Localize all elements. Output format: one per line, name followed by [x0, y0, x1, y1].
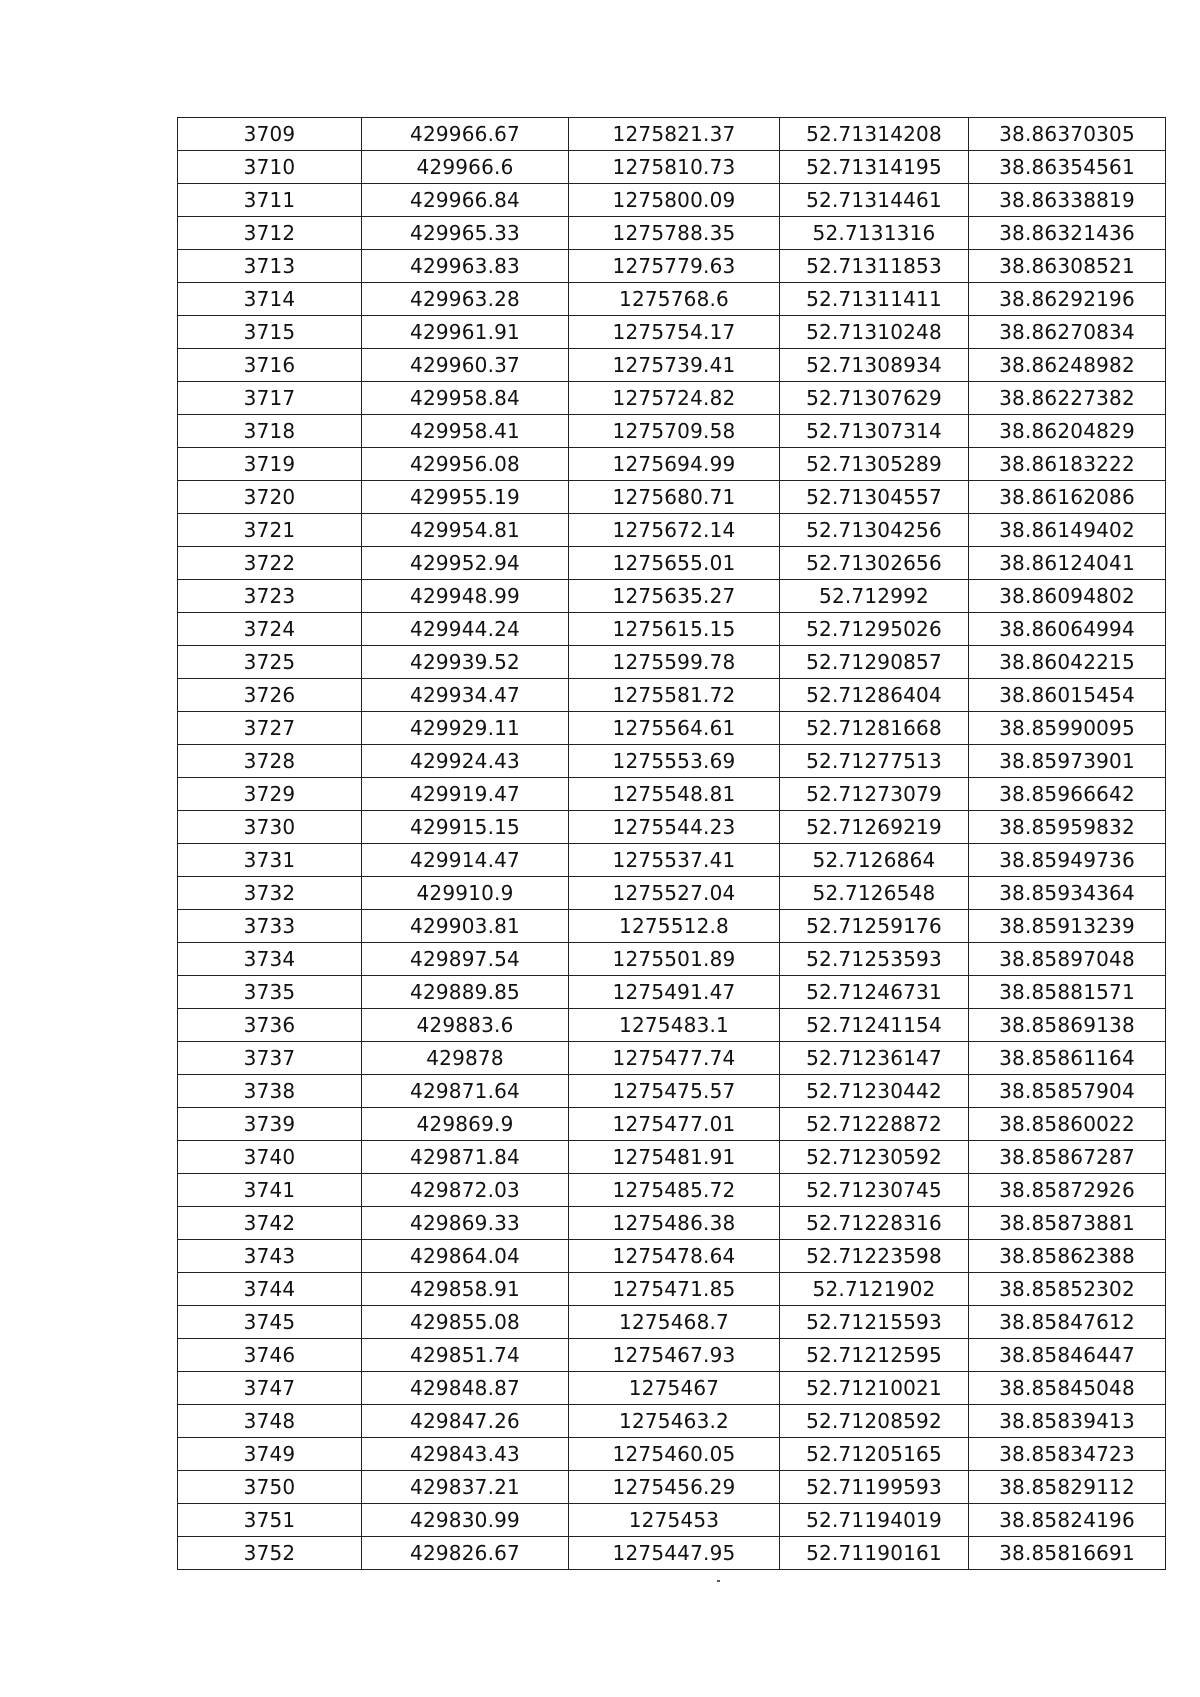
latitude-cell: 52.71314195 [780, 151, 969, 184]
latitude-cell: 52.7126548 [780, 877, 969, 910]
y-coordinate-cell: 1275481.91 [569, 1141, 780, 1174]
coordinates-table [177, 117, 1166, 1570]
point-number-cell: 3749 [178, 1438, 362, 1471]
table-row [178, 1108, 1166, 1141]
latitude-cell: 52.71314461 [780, 184, 969, 217]
latitude-cell: 52.71302656 [780, 547, 969, 580]
point-number-cell: 3743 [178, 1240, 362, 1273]
point-number-cell: 3709 [178, 118, 362, 151]
longitude-cell: 38.86370305 [969, 118, 1166, 151]
longitude-cell: 38.86015454 [969, 679, 1166, 712]
table-row [178, 1537, 1166, 1570]
longitude-cell: 38.85846447 [969, 1339, 1166, 1372]
point-number-cell: 3711 [178, 184, 362, 217]
point-number-cell: 3744 [178, 1273, 362, 1306]
coordinates-table-body [178, 118, 1166, 1570]
y-coordinate-cell: 1275463.2 [569, 1405, 780, 1438]
table-row [178, 349, 1166, 382]
latitude-cell: 52.71273079 [780, 778, 969, 811]
point-number-cell: 3742 [178, 1207, 362, 1240]
y-coordinate-cell: 1275548.81 [569, 778, 780, 811]
x-coordinate-cell: 429883.6 [362, 1009, 569, 1042]
x-coordinate-cell: 429965.33 [362, 217, 569, 250]
y-coordinate-cell: 1275810.73 [569, 151, 780, 184]
longitude-cell: 38.85824196 [969, 1504, 1166, 1537]
longitude-cell: 38.85860022 [969, 1108, 1166, 1141]
point-number-cell: 3725 [178, 646, 362, 679]
point-number-cell: 3733 [178, 910, 362, 943]
point-number-cell: 3751 [178, 1504, 362, 1537]
x-coordinate-cell: 429855.08 [362, 1306, 569, 1339]
point-number-cell: 3732 [178, 877, 362, 910]
point-number-cell: 3738 [178, 1075, 362, 1108]
table-row [178, 679, 1166, 712]
latitude-cell: 52.71281668 [780, 712, 969, 745]
y-coordinate-cell: 1275544.23 [569, 811, 780, 844]
latitude-cell: 52.71212595 [780, 1339, 969, 1372]
table-row [178, 1504, 1166, 1537]
point-number-cell: 3727 [178, 712, 362, 745]
y-coordinate-cell: 1275477.01 [569, 1108, 780, 1141]
table-row [178, 910, 1166, 943]
point-number-cell: 3741 [178, 1174, 362, 1207]
y-coordinate-cell: 1275672.14 [569, 514, 780, 547]
x-coordinate-cell: 429954.81 [362, 514, 569, 547]
latitude-cell: 52.71210021 [780, 1372, 969, 1405]
x-coordinate-cell: 429897.54 [362, 943, 569, 976]
latitude-cell: 52.71253593 [780, 943, 969, 976]
point-number-cell: 3731 [178, 844, 362, 877]
latitude-cell: 52.71269219 [780, 811, 969, 844]
table-row [178, 217, 1166, 250]
table-row [178, 415, 1166, 448]
x-coordinate-cell: 429837.21 [362, 1471, 569, 1504]
point-number-cell: 3736 [178, 1009, 362, 1042]
latitude-cell: 52.71194019 [780, 1504, 969, 1537]
longitude-cell: 38.85973901 [969, 745, 1166, 778]
y-coordinate-cell: 1275468.7 [569, 1306, 780, 1339]
x-coordinate-cell: 429910.9 [362, 877, 569, 910]
longitude-cell: 38.86183222 [969, 448, 1166, 481]
x-coordinate-cell: 429869.33 [362, 1207, 569, 1240]
table-row [178, 151, 1166, 184]
point-number-cell: 3739 [178, 1108, 362, 1141]
longitude-cell: 38.85869138 [969, 1009, 1166, 1042]
latitude-cell: 52.71307314 [780, 415, 969, 448]
stray-mark [717, 1580, 720, 1582]
longitude-cell: 38.86321436 [969, 217, 1166, 250]
y-coordinate-cell: 1275485.72 [569, 1174, 780, 1207]
table-row [178, 1042, 1166, 1075]
x-coordinate-cell: 429934.47 [362, 679, 569, 712]
latitude-cell: 52.71304256 [780, 514, 969, 547]
x-coordinate-cell: 429929.11 [362, 712, 569, 745]
latitude-cell: 52.71310248 [780, 316, 969, 349]
table-row [178, 1075, 1166, 1108]
table-row [178, 382, 1166, 415]
longitude-cell: 38.85816691 [969, 1537, 1166, 1570]
y-coordinate-cell: 1275739.41 [569, 349, 780, 382]
latitude-cell: 52.71311853 [780, 250, 969, 283]
table-row [178, 844, 1166, 877]
table-row [178, 1207, 1166, 1240]
table-row [178, 1339, 1166, 1372]
longitude-cell: 38.86042215 [969, 646, 1166, 679]
x-coordinate-cell: 429960.37 [362, 349, 569, 382]
point-number-cell: 3723 [178, 580, 362, 613]
longitude-cell: 38.86292196 [969, 283, 1166, 316]
y-coordinate-cell: 1275501.89 [569, 943, 780, 976]
longitude-cell: 38.86124041 [969, 547, 1166, 580]
y-coordinate-cell: 1275486.38 [569, 1207, 780, 1240]
table-row [178, 1306, 1166, 1339]
x-coordinate-cell: 429952.94 [362, 547, 569, 580]
latitude-cell: 52.71241154 [780, 1009, 969, 1042]
table-row [178, 976, 1166, 1009]
y-coordinate-cell: 1275779.63 [569, 250, 780, 283]
longitude-cell: 38.85934364 [969, 877, 1166, 910]
table-row [178, 283, 1166, 316]
table-row [178, 1273, 1166, 1306]
x-coordinate-cell: 429871.64 [362, 1075, 569, 1108]
y-coordinate-cell: 1275694.99 [569, 448, 780, 481]
x-coordinate-cell: 429966.6 [362, 151, 569, 184]
latitude-cell: 52.71223598 [780, 1240, 969, 1273]
longitude-cell: 38.86094802 [969, 580, 1166, 613]
x-coordinate-cell: 429966.84 [362, 184, 569, 217]
x-coordinate-cell: 429914.47 [362, 844, 569, 877]
latitude-cell: 52.71286404 [780, 679, 969, 712]
x-coordinate-cell: 429948.99 [362, 580, 569, 613]
x-coordinate-cell: 429889.85 [362, 976, 569, 1009]
y-coordinate-cell: 1275615.15 [569, 613, 780, 646]
point-number-cell: 3747 [178, 1372, 362, 1405]
longitude-cell: 38.85897048 [969, 943, 1166, 976]
latitude-cell: 52.71277513 [780, 745, 969, 778]
x-coordinate-cell: 429830.99 [362, 1504, 569, 1537]
x-coordinate-cell: 429958.84 [362, 382, 569, 415]
table-row [178, 943, 1166, 976]
latitude-cell: 52.71290857 [780, 646, 969, 679]
point-number-cell: 3717 [178, 382, 362, 415]
longitude-cell: 38.86270834 [969, 316, 1166, 349]
point-number-cell: 3730 [178, 811, 362, 844]
y-coordinate-cell: 1275477.74 [569, 1042, 780, 1075]
longitude-cell: 38.85857904 [969, 1075, 1166, 1108]
point-number-cell: 3750 [178, 1471, 362, 1504]
point-number-cell: 3720 [178, 481, 362, 514]
table-row [178, 316, 1166, 349]
table-row [178, 1471, 1166, 1504]
y-coordinate-cell: 1275475.57 [569, 1075, 780, 1108]
longitude-cell: 38.85949736 [969, 844, 1166, 877]
point-number-cell: 3716 [178, 349, 362, 382]
longitude-cell: 38.85829112 [969, 1471, 1166, 1504]
y-coordinate-cell: 1275564.61 [569, 712, 780, 745]
x-coordinate-cell: 429915.15 [362, 811, 569, 844]
latitude-cell: 52.7121902 [780, 1273, 969, 1306]
point-number-cell: 3712 [178, 217, 362, 250]
y-coordinate-cell: 1275537.41 [569, 844, 780, 877]
longitude-cell: 38.85881571 [969, 976, 1166, 1009]
table-row [178, 184, 1166, 217]
point-number-cell: 3748 [178, 1405, 362, 1438]
point-number-cell: 3715 [178, 316, 362, 349]
y-coordinate-cell: 1275788.35 [569, 217, 780, 250]
x-coordinate-cell: 429939.52 [362, 646, 569, 679]
x-coordinate-cell: 429858.91 [362, 1273, 569, 1306]
y-coordinate-cell: 1275709.58 [569, 415, 780, 448]
longitude-cell: 38.86354561 [969, 151, 1166, 184]
latitude-cell: 52.71230745 [780, 1174, 969, 1207]
point-number-cell: 3745 [178, 1306, 362, 1339]
longitude-cell: 38.85839413 [969, 1405, 1166, 1438]
x-coordinate-cell: 429963.28 [362, 283, 569, 316]
longitude-cell: 38.86248982 [969, 349, 1166, 382]
table-row [178, 613, 1166, 646]
x-coordinate-cell: 429851.74 [362, 1339, 569, 1372]
longitude-cell: 38.85847612 [969, 1306, 1166, 1339]
x-coordinate-cell: 429924.43 [362, 745, 569, 778]
latitude-cell: 52.71228316 [780, 1207, 969, 1240]
x-coordinate-cell: 429869.9 [362, 1108, 569, 1141]
table-row [178, 1009, 1166, 1042]
table-row [178, 547, 1166, 580]
latitude-cell: 52.71199593 [780, 1471, 969, 1504]
longitude-cell: 38.85834723 [969, 1438, 1166, 1471]
table-row [178, 811, 1166, 844]
x-coordinate-cell: 429944.24 [362, 613, 569, 646]
x-coordinate-cell: 429847.26 [362, 1405, 569, 1438]
latitude-cell: 52.71246731 [780, 976, 969, 1009]
x-coordinate-cell: 429826.67 [362, 1537, 569, 1570]
longitude-cell: 38.86338819 [969, 184, 1166, 217]
table-row [178, 250, 1166, 283]
longitude-cell: 38.86227382 [969, 382, 1166, 415]
y-coordinate-cell: 1275456.29 [569, 1471, 780, 1504]
y-coordinate-cell: 1275635.27 [569, 580, 780, 613]
table-row [178, 1141, 1166, 1174]
table-row [178, 1405, 1166, 1438]
latitude-cell: 52.71190161 [780, 1537, 969, 1570]
x-coordinate-cell: 429961.91 [362, 316, 569, 349]
latitude-cell: 52.7131316 [780, 217, 969, 250]
x-coordinate-cell: 429864.04 [362, 1240, 569, 1273]
longitude-cell: 38.86064994 [969, 613, 1166, 646]
y-coordinate-cell: 1275478.64 [569, 1240, 780, 1273]
point-number-cell: 3729 [178, 778, 362, 811]
x-coordinate-cell: 429966.67 [362, 118, 569, 151]
latitude-cell: 52.71259176 [780, 910, 969, 943]
x-coordinate-cell: 429871.84 [362, 1141, 569, 1174]
table-row [178, 1438, 1166, 1471]
y-coordinate-cell: 1275447.95 [569, 1537, 780, 1570]
y-coordinate-cell: 1275467.93 [569, 1339, 780, 1372]
latitude-cell: 52.71311411 [780, 283, 969, 316]
y-coordinate-cell: 1275800.09 [569, 184, 780, 217]
longitude-cell: 38.85873881 [969, 1207, 1166, 1240]
longitude-cell: 38.86308521 [969, 250, 1166, 283]
latitude-cell: 52.71304557 [780, 481, 969, 514]
x-coordinate-cell: 429848.87 [362, 1372, 569, 1405]
y-coordinate-cell: 1275599.78 [569, 646, 780, 679]
x-coordinate-cell: 429956.08 [362, 448, 569, 481]
point-number-cell: 3724 [178, 613, 362, 646]
x-coordinate-cell: 429878 [362, 1042, 569, 1075]
point-number-cell: 3719 [178, 448, 362, 481]
latitude-cell: 52.71307629 [780, 382, 969, 415]
longitude-cell: 38.86149402 [969, 514, 1166, 547]
table-row [178, 514, 1166, 547]
longitude-cell: 38.85862388 [969, 1240, 1166, 1273]
y-coordinate-cell: 1275467 [569, 1372, 780, 1405]
latitude-cell: 52.71205165 [780, 1438, 969, 1471]
latitude-cell: 52.71208592 [780, 1405, 969, 1438]
point-number-cell: 3718 [178, 415, 362, 448]
y-coordinate-cell: 1275768.6 [569, 283, 780, 316]
y-coordinate-cell: 1275491.47 [569, 976, 780, 1009]
point-number-cell: 3752 [178, 1537, 362, 1570]
table-row [178, 118, 1166, 151]
longitude-cell: 38.85913239 [969, 910, 1166, 943]
point-number-cell: 3735 [178, 976, 362, 1009]
longitude-cell: 38.85990095 [969, 712, 1166, 745]
y-coordinate-cell: 1275453 [569, 1504, 780, 1537]
x-coordinate-cell: 429955.19 [362, 481, 569, 514]
y-coordinate-cell: 1275471.85 [569, 1273, 780, 1306]
y-coordinate-cell: 1275581.72 [569, 679, 780, 712]
table-row [178, 1372, 1166, 1405]
table-row [178, 1240, 1166, 1273]
table-row [178, 1174, 1166, 1207]
point-number-cell: 3737 [178, 1042, 362, 1075]
point-number-cell: 3728 [178, 745, 362, 778]
latitude-cell: 52.71305289 [780, 448, 969, 481]
latitude-cell: 52.71314208 [780, 118, 969, 151]
latitude-cell: 52.71215593 [780, 1306, 969, 1339]
longitude-cell: 38.85872926 [969, 1174, 1166, 1207]
x-coordinate-cell: 429963.83 [362, 250, 569, 283]
point-number-cell: 3710 [178, 151, 362, 184]
x-coordinate-cell: 429919.47 [362, 778, 569, 811]
y-coordinate-cell: 1275680.71 [569, 481, 780, 514]
point-number-cell: 3734 [178, 943, 362, 976]
longitude-cell: 38.86204829 [969, 415, 1166, 448]
latitude-cell: 52.7126864 [780, 844, 969, 877]
latitude-cell: 52.71308934 [780, 349, 969, 382]
table-row [178, 712, 1166, 745]
latitude-cell: 52.71295026 [780, 613, 969, 646]
point-number-cell: 3726 [178, 679, 362, 712]
longitude-cell: 38.85861164 [969, 1042, 1166, 1075]
y-coordinate-cell: 1275655.01 [569, 547, 780, 580]
y-coordinate-cell: 1275821.37 [569, 118, 780, 151]
longitude-cell: 38.85845048 [969, 1372, 1166, 1405]
y-coordinate-cell: 1275483.1 [569, 1009, 780, 1042]
table-row [178, 580, 1166, 613]
latitude-cell: 52.71230442 [780, 1075, 969, 1108]
y-coordinate-cell: 1275512.8 [569, 910, 780, 943]
point-number-cell: 3722 [178, 547, 362, 580]
x-coordinate-cell: 429872.03 [362, 1174, 569, 1207]
point-number-cell: 3740 [178, 1141, 362, 1174]
table-row [178, 745, 1166, 778]
point-number-cell: 3746 [178, 1339, 362, 1372]
latitude-cell: 52.71230592 [780, 1141, 969, 1174]
x-coordinate-cell: 429843.43 [362, 1438, 569, 1471]
table-row [178, 448, 1166, 481]
latitude-cell: 52.712992 [780, 580, 969, 613]
y-coordinate-cell: 1275553.69 [569, 745, 780, 778]
y-coordinate-cell: 1275724.82 [569, 382, 780, 415]
x-coordinate-cell: 429958.41 [362, 415, 569, 448]
point-number-cell: 3713 [178, 250, 362, 283]
point-number-cell: 3714 [178, 283, 362, 316]
longitude-cell: 38.85959832 [969, 811, 1166, 844]
table-row [178, 481, 1166, 514]
y-coordinate-cell: 1275754.17 [569, 316, 780, 349]
table-row [178, 646, 1166, 679]
x-coordinate-cell: 429903.81 [362, 910, 569, 943]
y-coordinate-cell: 1275460.05 [569, 1438, 780, 1471]
y-coordinate-cell: 1275527.04 [569, 877, 780, 910]
point-number-cell: 3721 [178, 514, 362, 547]
table-row [178, 877, 1166, 910]
longitude-cell: 38.85852302 [969, 1273, 1166, 1306]
longitude-cell: 38.85867287 [969, 1141, 1166, 1174]
longitude-cell: 38.86162086 [969, 481, 1166, 514]
longitude-cell: 38.85966642 [969, 778, 1166, 811]
latitude-cell: 52.71236147 [780, 1042, 969, 1075]
latitude-cell: 52.71228872 [780, 1108, 969, 1141]
table-row [178, 778, 1166, 811]
